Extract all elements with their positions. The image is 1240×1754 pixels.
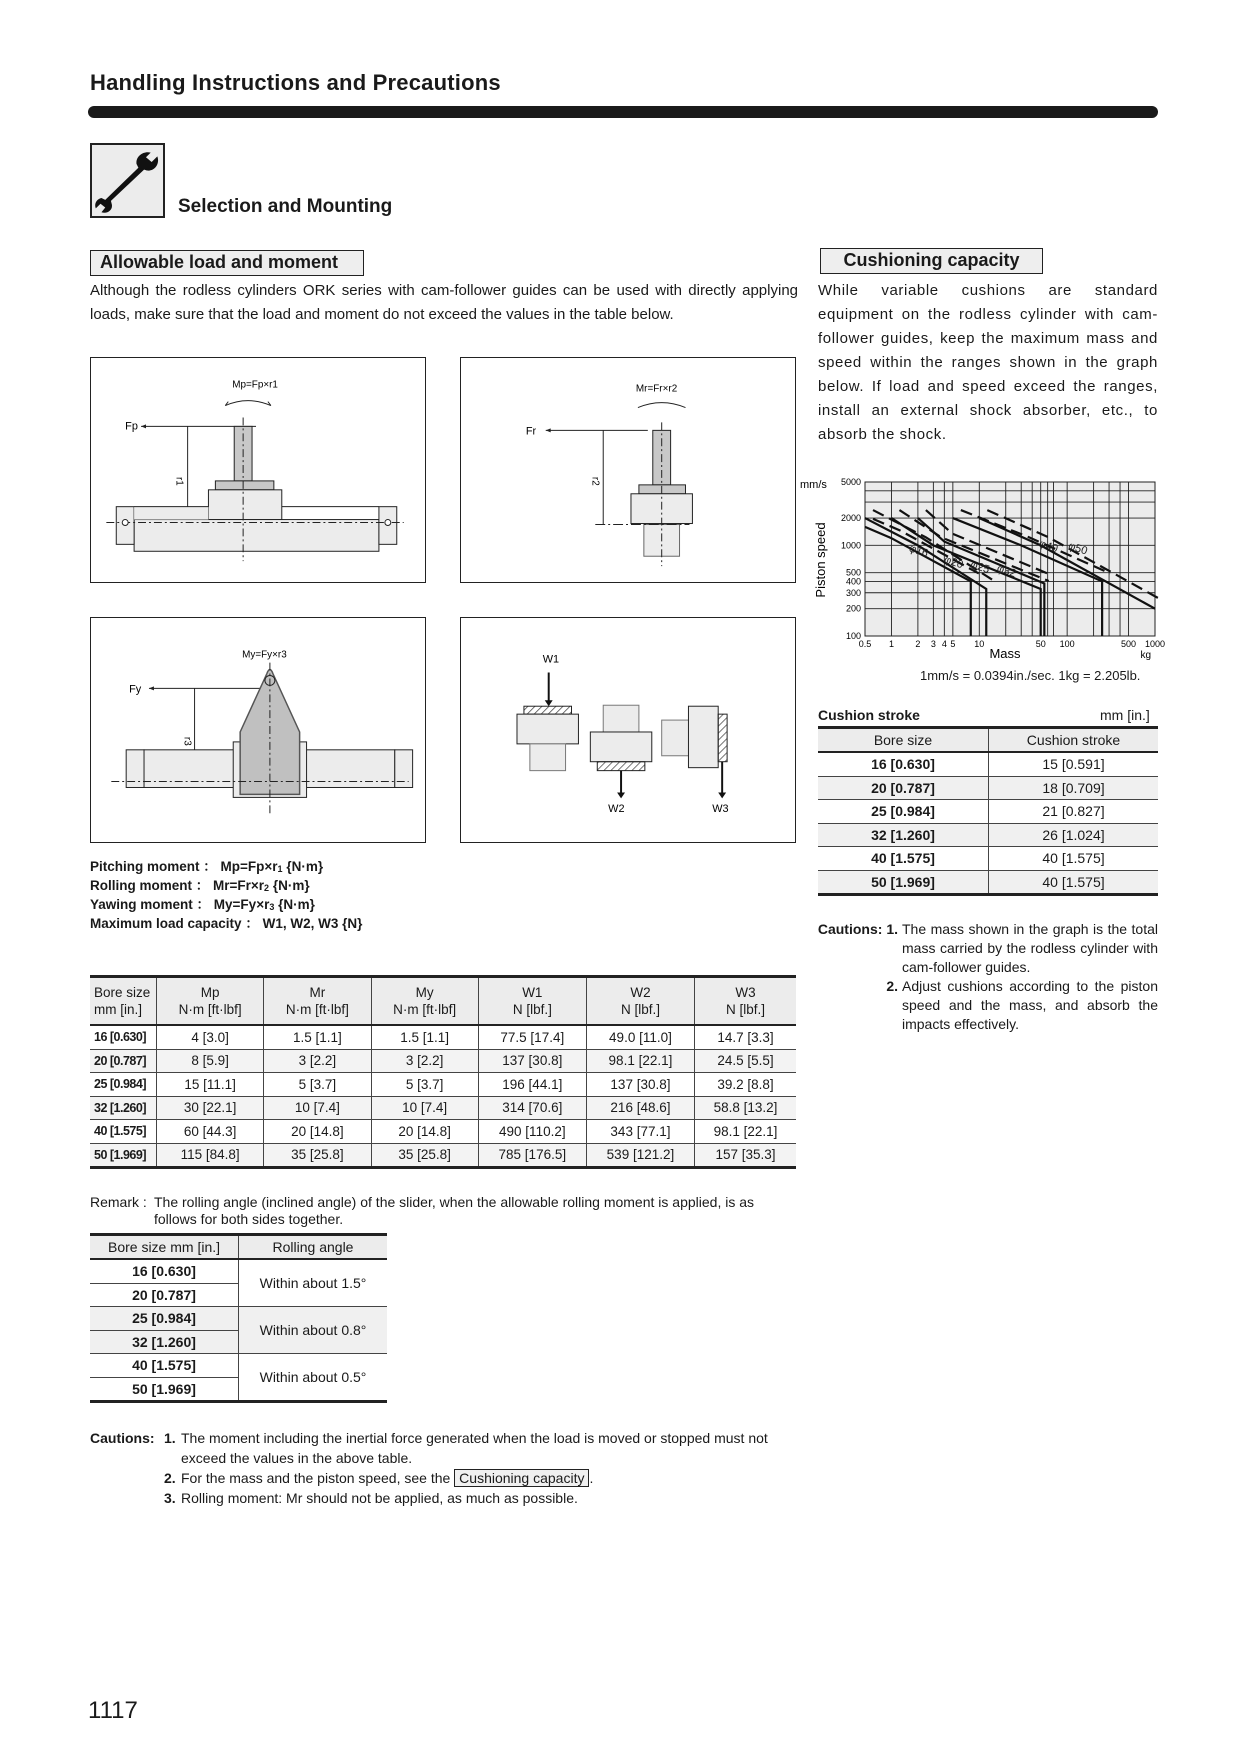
bore-size-cell: 32 [1.260] [90,1096,157,1120]
svg-text:r2: r2 [589,476,601,486]
unit-conversion-note: 1mm/s = 0.0394in./sec. 1kg = 2.205lb. [920,668,1141,683]
table-row: 25 [0.984] 21 [0.827] [818,800,1158,824]
value-cell: 98.1 [22.1] [695,1120,796,1144]
svg-text:Fy: Fy [129,683,142,696]
cushion-stroke-title: Cushion stroke [818,707,920,723]
value-cell: 157 [35.3] [695,1143,796,1168]
table-row: 40 [1.575] 40 [1.575] [818,847,1158,871]
table-row: 20 [0.787] 18 [0.709] [818,776,1158,800]
svg-text:0.5: 0.5 [858,639,872,649]
table-row: 50 [1.969] 40 [1.575] [818,870,1158,895]
rolling-moment-diagram [460,357,796,583]
table-row: 32 [1.260] 26 [1.024] [818,823,1158,847]
value-cell: 98.1 [22.1] [586,1049,694,1073]
allowable-intro: Although the rodless cylinders ORK series with cam-follower guides can be used with directly applying loads, make sure that the load and moment do not exceed the values in the table below. [90,282,798,323]
value-cell: 3 [2.2] [371,1049,478,1073]
pitching-formula-label: Mp=Fp×r1 [232,379,278,391]
value-cell: 10 [7.4] [371,1096,478,1120]
svg-text:1000: 1000 [1144,639,1166,649]
legend-pitching: Pitching moment ： $Mp=Fp\times r_1$ {N·m} [90,859,324,874]
pitching-moment-diagram [90,357,426,583]
value-cell: 3 [2.2] [264,1049,371,1073]
svg-text:r1: r1 [173,476,185,486]
svg-text:5: 5 [950,639,956,649]
value-cell: 58.8 [13.2] [695,1096,796,1120]
value-cell: 24.5 [5.5] [695,1049,796,1073]
svg-text:W1: W1 [542,653,560,666]
value-cell: 49.0 [11.0] [586,1025,694,1049]
svg-text:4: 4 [941,639,947,649]
cushion-stroke-unit: mm [in.] [1100,707,1150,723]
svg-text:2000: 2000 [840,513,861,524]
page-title: Handling Instructions and Precautions [90,70,501,95]
moment-legend [90,858,362,933]
wrench-icon [90,143,165,218]
svg-text:1000: 1000 [840,540,861,551]
svg-text:kg: kg [1140,650,1151,661]
value-cell: 35 [25.8] [264,1143,371,1168]
value-cell: 20 [14.8] [264,1120,371,1144]
cushioning-capacity-chart [795,470,1175,680]
svg-text:400: 400 [845,576,861,587]
cushion-stroke-table: Bore size Cushion stroke 16 [0.630] 15 [0.591] 20 [0.787] 18 [0.709] 25 [0.984] 21 [0.827] 32 [1.260] 26 [1.024] 40 [1.575] 40 [1.575] 50 [1.969] 40 [1.575] [818,726,1158,896]
value-cell: 785 [176.5] [478,1143,586,1168]
svg-text:φ20: φ20 [942,553,965,572]
value-cell: 77.5 [17.4] [478,1025,586,1049]
svg-text:500: 500 [1121,639,1137,649]
value-cell: 8 [5.9] [157,1049,264,1073]
value-cell: 137 [30.8] [478,1049,586,1073]
value-cell: 15 [11.1] [157,1073,264,1097]
value-cell: 314 [70.6] [478,1096,586,1120]
cushioning-capacity-link[interactable]: Cushioning capacity [454,1469,589,1487]
value-cell: 539 [121.2] [586,1143,694,1168]
svg-text:200: 200 [845,603,861,614]
svg-text:Fr: Fr [525,425,537,438]
svg-text:φ50: φ50 [1066,540,1089,558]
rolling-angle-table: Bore size mm [in.] Rolling angle 16 [0.630] Within about 1.5° 20 [0.787] 25 [0.984] Within about 0.8° 32 [1.260] 40 [1.575] Within about 0.5° 50 [1.969] [90,1233,387,1403]
svg-text:5000: 5000 [840,477,861,487]
value-cell: 137 [30.8] [586,1073,694,1097]
bore-size-cell: 50 [1.969] [90,1143,157,1168]
svg-text:10: 10 [974,639,985,649]
value-cell: 30 [22.1] [157,1096,264,1120]
value-cell: 216 [48.6] [586,1096,694,1120]
table-row [90,1025,796,1049]
svg-text:W3: W3 [712,803,729,816]
value-cell: 343 [77.1] [586,1120,694,1144]
svg-text:φ16: φ16 [907,542,930,560]
yawing-moment-diagram [90,617,426,843]
value-cell: 5 [3.7] [371,1073,478,1097]
cushioning-intro: While variable cushions are standard equipment on the rodless cylinder with cam-follower guides, keep the maximum mass and speed within the ranges shown in the graph below. If load and speed exceed the ranges, install an external shock absorber, etc., to absorb the shock. [818,282,1158,443]
svg-text:φ32: φ32 [995,562,1018,581]
value-cell: 4 [3.0] [157,1025,264,1049]
value-cell: 60 [44.3] [157,1120,264,1144]
svg-text:r3: r3 [181,736,193,746]
allowable-load-table: Bore size mm [in.] Mp N·m [ft·lbf] Mr N·m [ft·lbf] My N·m [ft·lbf] W1 N [lbf.] W2 N [lbf.] W3 N [lbf.] 16 [0.630] 4 [3.0] 1.5 [1.1] 1.5 [1.1] 77.5 [17.4] 49.0 [11.0] 14.7 [3.3] 20 [0.787] 8 [5.9] 3 [2.2] 3 [2.2] 137 [30.8] 98.1 [22.1] 24.5 [5.5] 25 [0.984] 15 [11.1] 5 [3.7] 5 [3.7] 196 [44.1] 137 [30.8] 39.2 [8.8] 32 [1.260] 30 [22.1] 10 [7.4] 10 [7.4] 314 [70.6] 216 [48.6] 58.8 [13.2] 40 [1.575] 60 [44.3] 20 [14.8] 20 [14.8] 490 [110.2] 343 [77.1] 98.1 [22.1] 50 [1.969] 115 [84.8] 35 [25.8] 35 [25.8] 785 [176.5] 539 [121.2] 157 [35.3] [90,975,796,1169]
value-cell: 490 [110.2] [478,1120,586,1144]
svg-text:φ40: φ40 [1037,537,1060,556]
value-cell: 1.5 [1.1] [264,1025,371,1049]
section-title: Selection and Mounting [178,196,393,217]
bore-size-cell: 25 [0.984] [90,1073,157,1097]
value-cell: 14.7 [3.3] [695,1025,796,1049]
svg-text:Piston speed: Piston speed [813,522,828,598]
svg-text:W2: W2 [608,803,625,816]
bore-size-cell: 40 [1.575] [90,1120,157,1144]
svg-text:300: 300 [845,587,861,598]
bore-size-cell: 20 [0.787] [90,1049,157,1073]
title-divider [88,106,1158,118]
rolling-angle-remark: Remark : The rolling angle (inclined angle) of the slider, when the allowable rolling moment is applied, is as follows for both sides together. [90,1194,755,1227]
svg-text:1: 1 [888,639,894,649]
svg-text:mm/s: mm/s [800,479,827,491]
svg-text:3: 3 [930,639,936,649]
svg-text:Mass: Mass [989,646,1021,661]
allowable-cautions: Cautions: 1. The moment including the inertial force generated when the load is moved or stopped must not exceed the values in the above table. 2. For the mass and the piston speed, see the Cushioning capacity . 3. Rolling moment: Mr should not be applied, as much as possible. [90,1430,768,1506]
table-row [90,1073,796,1097]
legend-rolling: Rolling moment ： $Mr=Fr\times r_2$ {N·m} [90,878,310,893]
value-cell: 39.2 [8.8] [695,1073,796,1097]
table-row [90,1143,796,1168]
value-cell: 5 [3.7] [264,1073,371,1097]
value-cell: 115 [84.8] [157,1143,264,1168]
cushioning-capacity-heading: Cushioning capacity [820,248,1043,274]
svg-text:2: 2 [915,639,921,649]
table-row [90,1120,796,1144]
svg-text:Fp: Fp [125,420,138,433]
svg-text:500: 500 [845,567,861,578]
svg-text:φ25: φ25 [968,558,991,577]
table-row: 16 [0.630] 15 [0.591] [818,752,1158,776]
load-capacity-diagram [460,617,796,843]
page-number: 1117 [88,1697,138,1724]
value-cell: 10 [7.4] [264,1096,371,1120]
value-cell: 1.5 [1.1] [371,1025,478,1049]
svg-text:Mr=Fr×r2: Mr=Fr×r2 [635,383,678,395]
legend-max-load: Maximum load capacity ： W1, W2, W3 {N} [90,916,363,931]
value-cell: 35 [25.8] [371,1143,478,1168]
svg-text:100: 100 [1059,639,1075,649]
cushioning-cautions: Cautions: 1. The mass shown in the graph is the total mass carried by the rodless cylinder with cam-follower guides. 2. Adjust cushions according to the piston speed and the mass, and absorb the impacts effectively. [817,921,1158,1032]
legend-yawing: Yawing moment ： $My=Fy\times r_3$ {N·m} [90,897,315,912]
svg-text:50: 50 [1035,639,1046,649]
svg-text:My=Fy×r3: My=Fy×r3 [242,649,287,661]
value-cell: 196 [44.1] [478,1073,586,1097]
table-row [90,1096,796,1120]
allowable-load-heading: Allowable load and moment [90,250,364,276]
table-row [90,1049,796,1073]
bore-size-cell: 16 [0.630] [90,1025,157,1049]
svg-text:100: 100 [845,631,861,641]
value-cell: 20 [14.8] [371,1120,478,1144]
